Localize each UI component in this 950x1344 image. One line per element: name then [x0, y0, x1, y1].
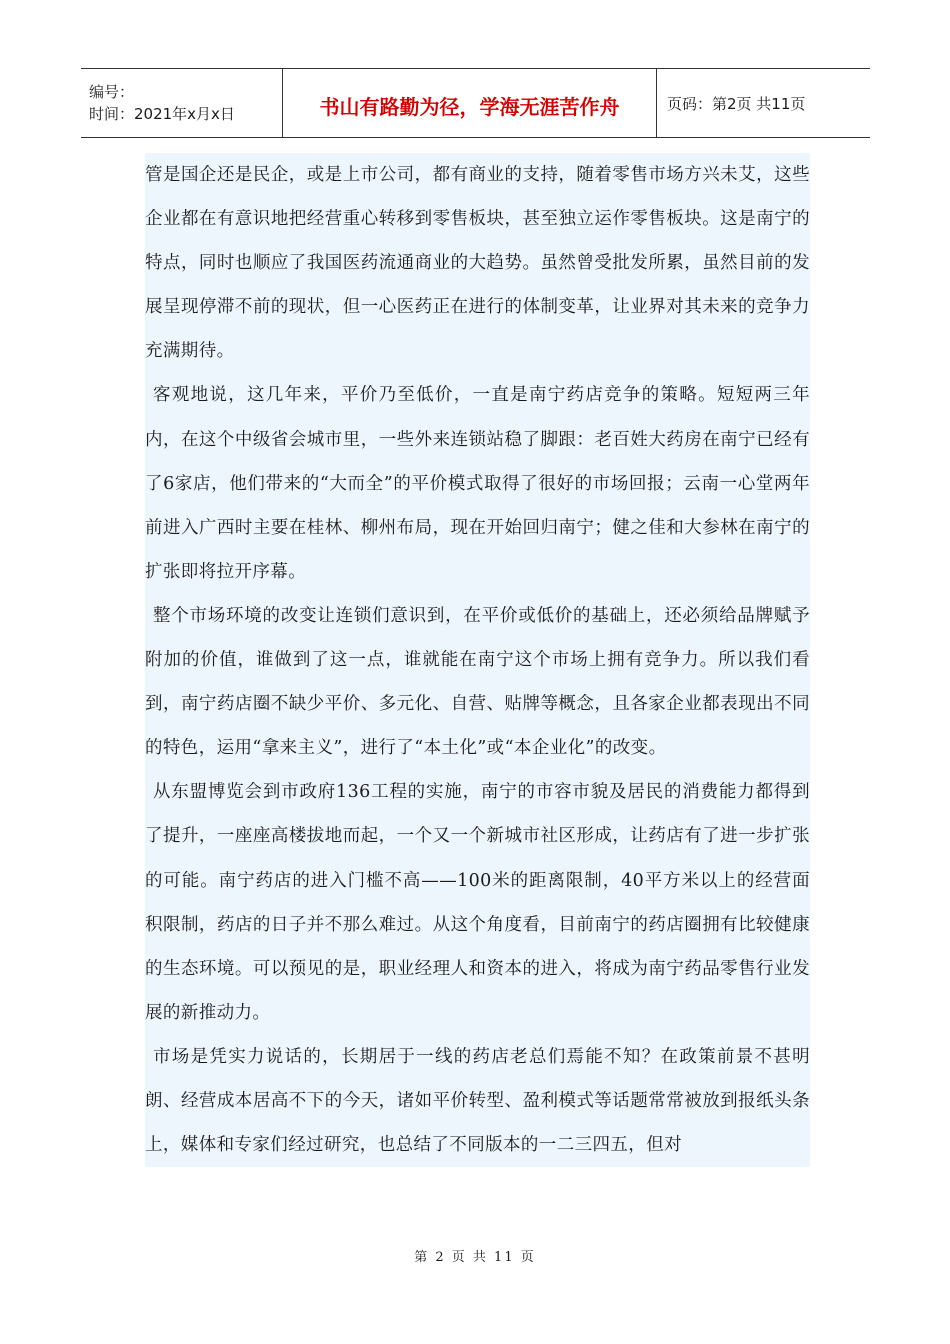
document-header [81, 68, 870, 138]
paragraph-4: 从东盟博览会到市政府136工程的实施，南宁的市容市貌及居民的消费能力都得到了提升，一座座高楼拔地而起，一个又一个新城市社区形成，让药店有了进一步扩张的可能。南宁药店的进入门槛不高——100米的距离限制，40平方米以上的经营面积限制，药店的日子并不那么难过。从这个角度看，目前南宁的药店圈拥有比较健康的生态环境。可以预见的是，职业经理人和资本的进入，将成为南宁药品零售行业发展的新推动力。 [145, 782, 810, 1023]
header-meta [81, 69, 283, 137]
number-label: 编号： [89, 83, 135, 101]
paragraph-5: 市场是凭实力说话的，长期居于一线的药店老总们焉能不知？在政策前景不甚明朗、经营成本居高不下的今天，诸如平价转型、盈利模式等话题常常被放到报纸头条上，媒体和专家们经过研究，也总结了不同版本的一二三四五，但对 [145, 1046, 810, 1156]
document-body [145, 153, 810, 1167]
paragraph-3: 整个市场环境的改变让连锁们意识到，在平价或低价的基础上，还必须给品牌赋予附加的价值，谁做到了这一点，谁就能在南宁这个市场上拥有竞争力。所以我们看到，南宁药店圈不缺少平价、多元化、自营、贴牌等概念，且各家企业都表现出不同的特色，运用“拿来主义”，进行了“本土化”或“本企业化”的改变。 [145, 605, 810, 759]
paragraph-2: 客观地说，这几年来，平价乃至低价，一直是南宁药店竞争的策略。短短两三年内，在这个中级省会城市里，一些外来连锁站稳了脚跟：老百姓大药房在南宁已经有了6家店，他们带来的“大而全”的平价模式取得了很好的市场回报；云南一心堂两年前进入广西时主要在桂林、柳州布局，现在开始回归南宁；健之佳和大参林在南宁的扩张即将拉开序幕。 [145, 385, 810, 582]
motto-text: 书山有路勤为径，学海无涯苦作舟 [319, 94, 620, 119]
page-footer [0, 1246, 950, 1265]
header-motto [283, 69, 657, 137]
paragraph-1: 管是国企还是民企，或是上市公司，都有商业的支持，随着零售市场方兴未艾，这些企业都在有意识地把经营重心转移到零售板块，甚至独立运作零售板块。这是南宁的特点，同时也顺应了我国医药流通商业的大趋势。虽然曾受批发所累，虽然目前的发展呈现停滞不前的现状，但一心医药正在进行的体制变革，让业界对其未来的竞争力充满期待。 [145, 165, 810, 362]
header-page-info [657, 69, 870, 137]
footer-page-number: 第 2 页 共 11 页 [414, 1250, 536, 1265]
time-label: 时间：2021年x月x日 [89, 105, 235, 123]
page-label: 页码：第2页 共11页 [667, 94, 806, 113]
